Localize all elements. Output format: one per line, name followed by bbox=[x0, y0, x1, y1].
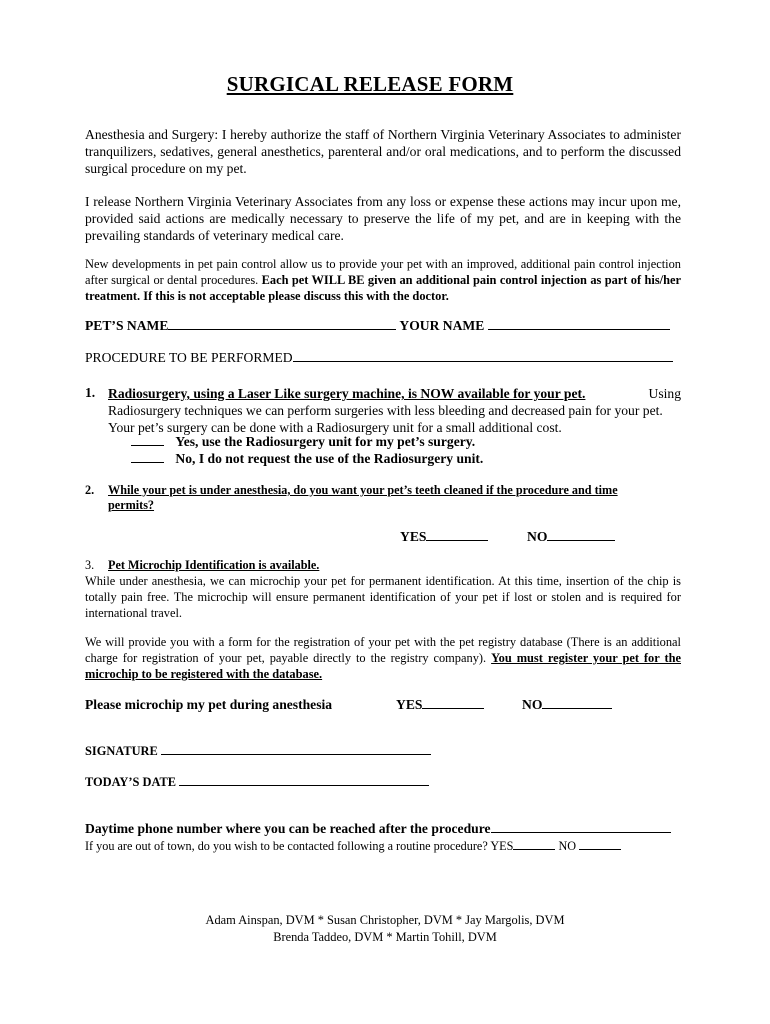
your-name-field[interactable] bbox=[488, 318, 670, 330]
item1-number: 1. bbox=[85, 385, 96, 400]
item3-number: 3. bbox=[85, 558, 95, 572]
radiosurgery-yes-label: Yes, use the Radiosurgery unit for my pet’s surgery. bbox=[175, 434, 476, 449]
town-question: If you are out of town, do you wish to be contacted following a routine procedure? bbox=[85, 839, 488, 853]
pets-name-field[interactable] bbox=[168, 318, 396, 330]
radiosurgery-yes-row bbox=[131, 434, 475, 450]
item2-heading-a: While your pet is under anesthesia, do you want your pet’s teeth cleaned if the procedure and time bbox=[108, 483, 618, 497]
item1-block bbox=[108, 385, 681, 436]
teeth-no-row bbox=[527, 529, 615, 545]
item3-heading: Pet Microchip Identification is available. bbox=[108, 558, 320, 572]
microchip-no-field[interactable] bbox=[542, 697, 612, 709]
anesthesia-paragraph: Anesthesia and Surgery: I hereby authorize the staff of Northern Virginia Veterinary Associates to administer tranquilizers, sedatives, general anesthetics, parenteral and/or oral medications, and to perform the discussed surgical procedure on my pet. bbox=[85, 127, 681, 176]
pain-control-text: New developments in pet pain control allow us to provide your pet with an improved, additional pain control injection after surgical or dental procedures. bbox=[85, 257, 681, 287]
item1-text-b: Radiosurgery techniques we can perform surgeries with less bleeding and decreased pain for your pet. bbox=[108, 403, 663, 418]
radiosurgery-no-label: No, I do not request the use of the Radiosurgery unit. bbox=[175, 451, 484, 466]
teeth-yes-row bbox=[400, 529, 488, 545]
phone-field[interactable] bbox=[491, 821, 671, 833]
phone-label: Daytime phone number where you can be reached after the procedure bbox=[85, 821, 491, 836]
town-no-label: NO bbox=[558, 839, 577, 853]
release-paragraph: I release Northern Virginia Veterinary Associates from any loss or expense these actions may incur upon me, provided said actions are medically necessary to preserve the life of my pet, and are in keeping with the prevailing standards of veterinary medical care. bbox=[85, 194, 681, 243]
teeth-yes-field[interactable] bbox=[426, 529, 488, 541]
footer-doctors-line1: Adam Ainspan, DVM * Susan Christopher, DVM * Jay Margolis, DVM bbox=[205, 913, 565, 927]
microchip-no-label: NO bbox=[522, 697, 543, 712]
signature-field[interactable] bbox=[161, 743, 431, 755]
pain-control-bold-text: Each pet WILL BE given an additional pain control injection as part of his/her treatment. If this is not acceptable please discuss this with the doctor. bbox=[85, 273, 681, 303]
item1-heading: Radiosurgery, using a Laser Like surgery machine, is NOW available for your pet. bbox=[108, 386, 586, 401]
item1-text-c: Your pet’s surgery can be done with a Radiosurgery unit for a small additional cost. bbox=[108, 420, 562, 435]
pets-name-label: PET’S NAME bbox=[85, 318, 169, 333]
registry-paragraph bbox=[85, 634, 681, 682]
microchip-yes-row bbox=[396, 697, 484, 713]
microchip-yes-field[interactable] bbox=[422, 697, 484, 709]
microchip-no-row bbox=[522, 697, 612, 713]
date-label: TODAY’S DATE bbox=[85, 775, 177, 789]
pain-control-paragraph bbox=[85, 256, 681, 304]
pets-name-row bbox=[85, 318, 670, 334]
date-field[interactable] bbox=[179, 774, 429, 786]
teeth-no-field[interactable] bbox=[547, 529, 615, 541]
radiosurgery-no-blank[interactable] bbox=[131, 451, 164, 463]
phone-row bbox=[85, 821, 671, 837]
registry-bold-text: You must register your pet for the microchip to be registered with the database. bbox=[85, 651, 681, 681]
microchip-question: Please microchip my pet during anesthesia bbox=[85, 697, 333, 712]
town-yes-label: YES bbox=[490, 839, 514, 853]
town-no-field[interactable] bbox=[579, 838, 621, 850]
footer-doctors-line2: Brenda Taddeo, DVM * Martin Tohill, DVM bbox=[273, 930, 497, 944]
radiosurgery-no-row bbox=[131, 451, 483, 467]
form-title: SURGICAL RELEASE FORM bbox=[226, 72, 514, 96]
procedure-label: PROCEDURE TO BE PERFORMED bbox=[85, 350, 293, 365]
procedure-row bbox=[85, 350, 673, 366]
item2-heading-b: permits? bbox=[108, 498, 155, 512]
signature-label: SIGNATURE bbox=[85, 744, 158, 758]
microchip-paragraph: While under anesthesia, we can microchip your pet for permanent identification. At this time, insertion of the chip is totally pain free. The microchip will ensure permanent identification of your pet if lost or stolen and is required for international travel. bbox=[85, 574, 681, 620]
teeth-yes-label: YES bbox=[400, 529, 427, 544]
procedure-field[interactable] bbox=[293, 350, 673, 362]
signature-row bbox=[85, 743, 431, 759]
your-name-label: YOUR NAME bbox=[399, 318, 485, 333]
town-yes-field[interactable] bbox=[513, 838, 555, 850]
date-row bbox=[85, 774, 429, 790]
item2-number: 2. bbox=[85, 483, 95, 497]
microchip-yes-label: YES bbox=[396, 697, 423, 712]
registry-text: We will provide you with a form for the registration of your pet with the pet registry database (There is an additional charge for registration of your pet, payable directly to the registry company). bbox=[85, 635, 681, 665]
radiosurgery-yes-blank[interactable] bbox=[131, 434, 164, 446]
teeth-no-label: NO bbox=[527, 529, 548, 544]
town-row bbox=[85, 838, 621, 854]
item1-text-a: Using bbox=[648, 386, 681, 401]
